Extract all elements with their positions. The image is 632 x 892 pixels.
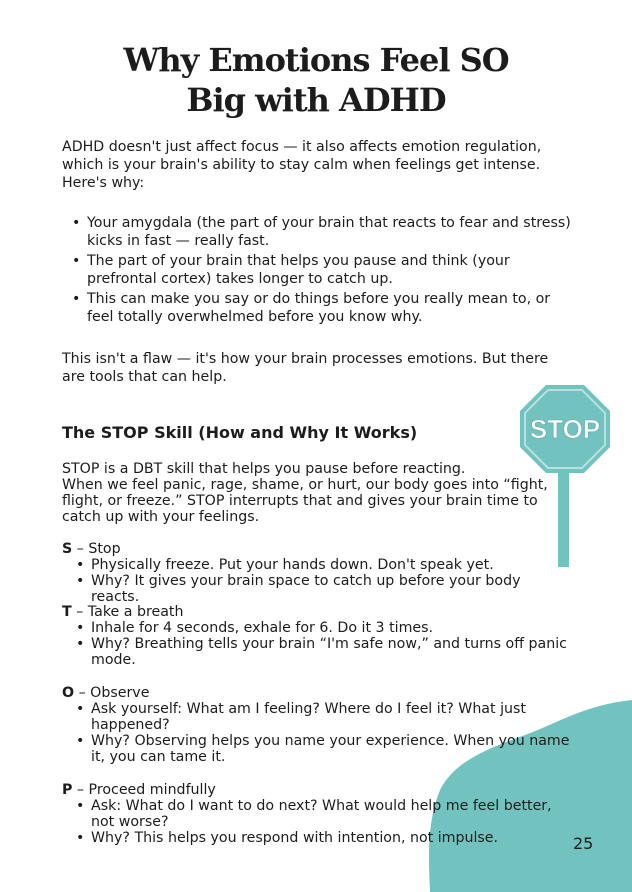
step-bullets bbox=[76, 620, 572, 668]
list-item: • Physically freeze. Put your hands down. Don't speak yet. bbox=[76, 557, 572, 573]
list-item: • The part of your brain that helps you pause and think (your prefrontal cortex) takes longer to catch up. bbox=[72, 252, 572, 288]
list-item: • Ask yourself: What am I feeling? Where do I feel it? What just happened? bbox=[76, 701, 572, 733]
step-heading bbox=[62, 604, 572, 620]
title-line-2: Big with ADHD bbox=[186, 81, 446, 119]
step-t bbox=[62, 604, 572, 668]
list-item: • Your amygdala (the part of your brain that reacts to fear and stress) kicks in fast — really fast. bbox=[72, 214, 572, 250]
step-s bbox=[62, 541, 572, 605]
step-label: – Take a breath bbox=[76, 604, 184, 620]
step-heading bbox=[62, 685, 572, 701]
list-item: • Why? Breathing tells your brain “I'm safe now,” and turns off panic mode. bbox=[76, 636, 572, 668]
list-item: • Inhale for 4 seconds, exhale for 6. Do it 3 times. bbox=[76, 620, 572, 636]
step-heading bbox=[62, 782, 572, 798]
stop-intro-paragraph bbox=[62, 461, 552, 525]
step-label: – Stop bbox=[76, 541, 121, 557]
page-number: 25 bbox=[573, 834, 594, 853]
stop-sign-text: STOP bbox=[529, 414, 601, 444]
step-heading bbox=[62, 541, 572, 557]
list-item: • Why? This helps you respond with intention, not impulse. bbox=[76, 830, 572, 846]
list-item: • Why? Observing helps you name your experience. When you name it, you can tame it. bbox=[76, 733, 572, 765]
step-p bbox=[62, 782, 572, 846]
list-item: • This can make you say or do things before you really mean to, or feel totally overwhelmed before you know why. bbox=[72, 290, 572, 326]
step-letter: P bbox=[62, 782, 73, 798]
step-label: – Observe bbox=[78, 685, 150, 701]
not-a-flaw-paragraph: This isn't a flaw — it's how your brain processes emotions. But there are tools that can help. bbox=[62, 351, 549, 385]
step-label: – Proceed mindfully bbox=[76, 782, 216, 798]
reasons-list bbox=[72, 214, 572, 328]
step-bullets bbox=[76, 557, 572, 605]
stop-intro-line-2: When we feel panic, rage, shame, or hurt, our body goes into “fight, flight, or freeze.” STOP interrupts that and gives your brain time to catch up with your feelings. bbox=[62, 477, 548, 525]
stop-intro-line-1: STOP is a DBT skill that helps you pause before reacting. bbox=[62, 461, 466, 477]
title-line-1: Why Emotions Feel SO bbox=[123, 41, 509, 79]
step-bullets bbox=[76, 701, 572, 765]
page-title bbox=[0, 40, 632, 120]
step-letter: S bbox=[62, 541, 73, 557]
step-bullets bbox=[76, 798, 572, 846]
step-letter: T bbox=[62, 604, 72, 620]
list-item: • Why? It gives your brain space to catch up before your body reacts. bbox=[76, 573, 572, 605]
step-letter: O bbox=[62, 685, 75, 701]
stop-skill-heading: The STOP Skill (How and Why It Works) bbox=[62, 423, 418, 442]
intro-paragraph: ADHD doesn't just affect focus — it also affects emotion regulation, which is your brain's ability to stay calm when feelings get intense. Here's why: bbox=[62, 139, 542, 191]
list-item: • Ask: What do I want to do next? What would help me feel better, not worse? bbox=[76, 798, 572, 830]
step-o bbox=[62, 685, 572, 765]
